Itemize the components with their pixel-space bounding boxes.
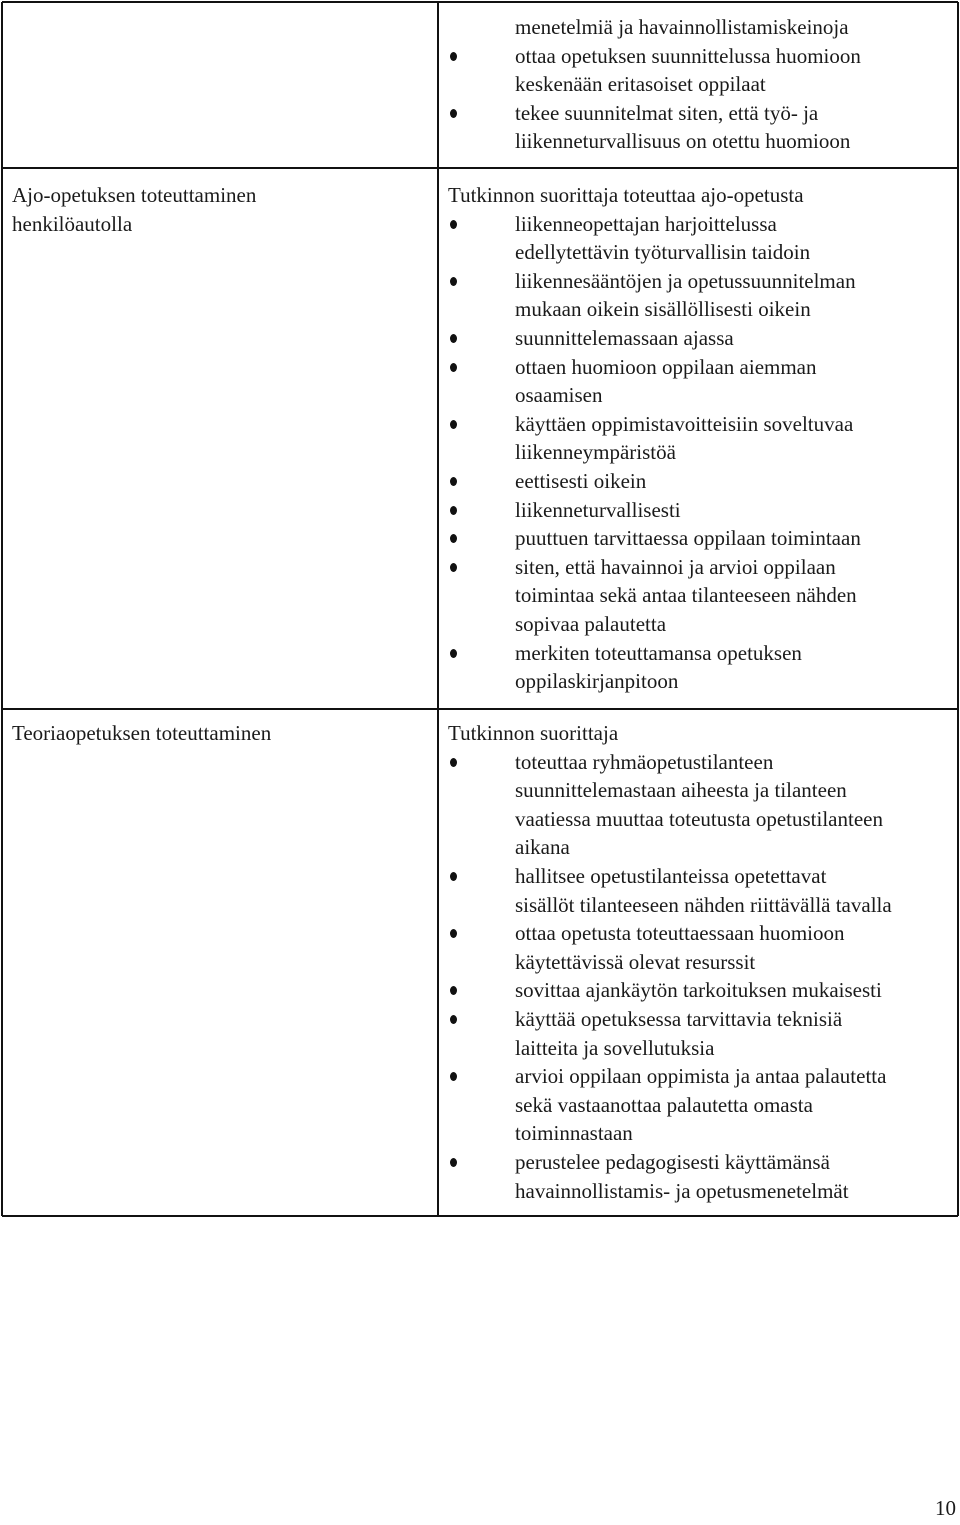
list-item-text: käytettävissä olevat resurssit [515, 949, 756, 974]
bullet-icon [450, 420, 457, 429]
row-label: Teoriaopetuksen toteuttaminen [12, 721, 272, 745]
list-item-text: ottaa opetuksen suunnittelussa huomioon [515, 43, 861, 68]
list-item-text: perustelee pedagogisesti käyttämänsä [515, 1150, 830, 1174]
bullet-icon [450, 872, 457, 881]
list-item-text: liikenneopettajan harjoittelussa [515, 211, 777, 236]
list-item-text: sovittaa ajankäytön tarkoituksen mukaisesti [515, 978, 882, 1003]
list-item-text: toteuttaa ryhmäopetustilanteen [515, 749, 774, 774]
list-item-text: mukaan oikein sisällöllisesti oikein [515, 297, 811, 322]
list-item-text: osaamisen [515, 383, 603, 408]
list-item-text: toimintaa sekä antaa tilanteeseen nähden [515, 583, 857, 608]
list-item-text: käyttää opetuksessa tarvittavia teknisiä [515, 1007, 843, 1031]
list-item-text: puuttuen tarvittaessa oppilaan toimintaan [515, 526, 861, 551]
list-item-text: eettisesti oikein [515, 469, 647, 493]
bullet-icon [450, 758, 457, 767]
list-item-text: liikenneturvallisuus on otettu huomioon [515, 129, 851, 154]
bullet-icon [450, 1015, 457, 1024]
list-item-text: menetelmiä ja havainnollistamiskeinoja [515, 15, 849, 39]
bullet-icon [450, 109, 457, 118]
bullet-icon [450, 649, 457, 658]
list-item-text: keskenään eritasoiset oppilaat [515, 72, 766, 97]
list-item-text: ottaa opetusta toteuttaessaan huomioon [515, 921, 845, 946]
section-heading: Tutkinnon suorittaja toteuttaa ajo-opetusta [448, 183, 804, 207]
list-item-text: ottaen huomioon oppilaan aiemman [515, 354, 817, 379]
list-item-text: arvioi oppilaan oppimista ja antaa palautetta [515, 1064, 887, 1089]
list-item-text: vaatiessa muuttaa toteutusta opetustilanteen [515, 806, 883, 831]
section-heading: Tutkinnon suorittaja [448, 721, 619, 745]
bullet-icon [450, 1158, 457, 1167]
bullet-icon [450, 563, 457, 572]
list-item-text: havainnollistamis- ja opetusmenetelmät [515, 1178, 849, 1203]
page-number: 10 [935, 1496, 956, 1520]
list-item-text: liikennesääntöjen ja opetussuunnitelman [515, 268, 856, 293]
list-item-text: liikenneympäristöä [515, 440, 676, 465]
list-item-text: aikana [515, 835, 570, 860]
list-item-text: hallitsee opetustilanteissa opetettavat [515, 864, 827, 888]
row-label: Ajo-opetuksen toteuttaminen [12, 183, 257, 207]
bullet-icon [450, 52, 457, 61]
list-item-text: liikenneturvallisesti [515, 497, 681, 522]
list-item-text: oppilaskirjanpitoon [515, 669, 679, 694]
row-label: henkilöautolla [12, 211, 133, 236]
list-item-text: suunnittelemassaan ajassa [515, 326, 734, 350]
list-item-text: sopivaa palautetta [515, 612, 667, 636]
list-item-text: merkiten toteuttamansa opetuksen [515, 640, 802, 665]
list-item-text: suunnittelemastaan aiheesta ja tilanteen [515, 778, 847, 803]
bullet-icon [450, 363, 457, 372]
bullet-icon [450, 334, 457, 343]
list-item-text: sekä vastaanottaa palautetta omasta [515, 1092, 813, 1117]
list-item-text: laitteita ja sovellutuksia [515, 1035, 715, 1060]
list-item-text: sisällöt tilanteeseen nähden riittävällä tavalla [515, 892, 892, 917]
bullet-icon [450, 220, 457, 229]
bullet-icon [450, 277, 457, 286]
list-item-text: siten, että havainnoi ja arvioi oppilaan [515, 554, 836, 579]
list-item-text: tekee suunnitelmat siten, että työ- ja [515, 100, 819, 125]
list-item-text: toiminnastaan [515, 1121, 633, 1146]
list-item-text: käyttäen oppimistavoitteisiin soveltuvaa [515, 411, 854, 436]
list-item-text: edellytettävin työturvallisin taidoin [515, 240, 811, 265]
bullet-icon [450, 506, 457, 515]
bullet-icon [450, 477, 457, 486]
